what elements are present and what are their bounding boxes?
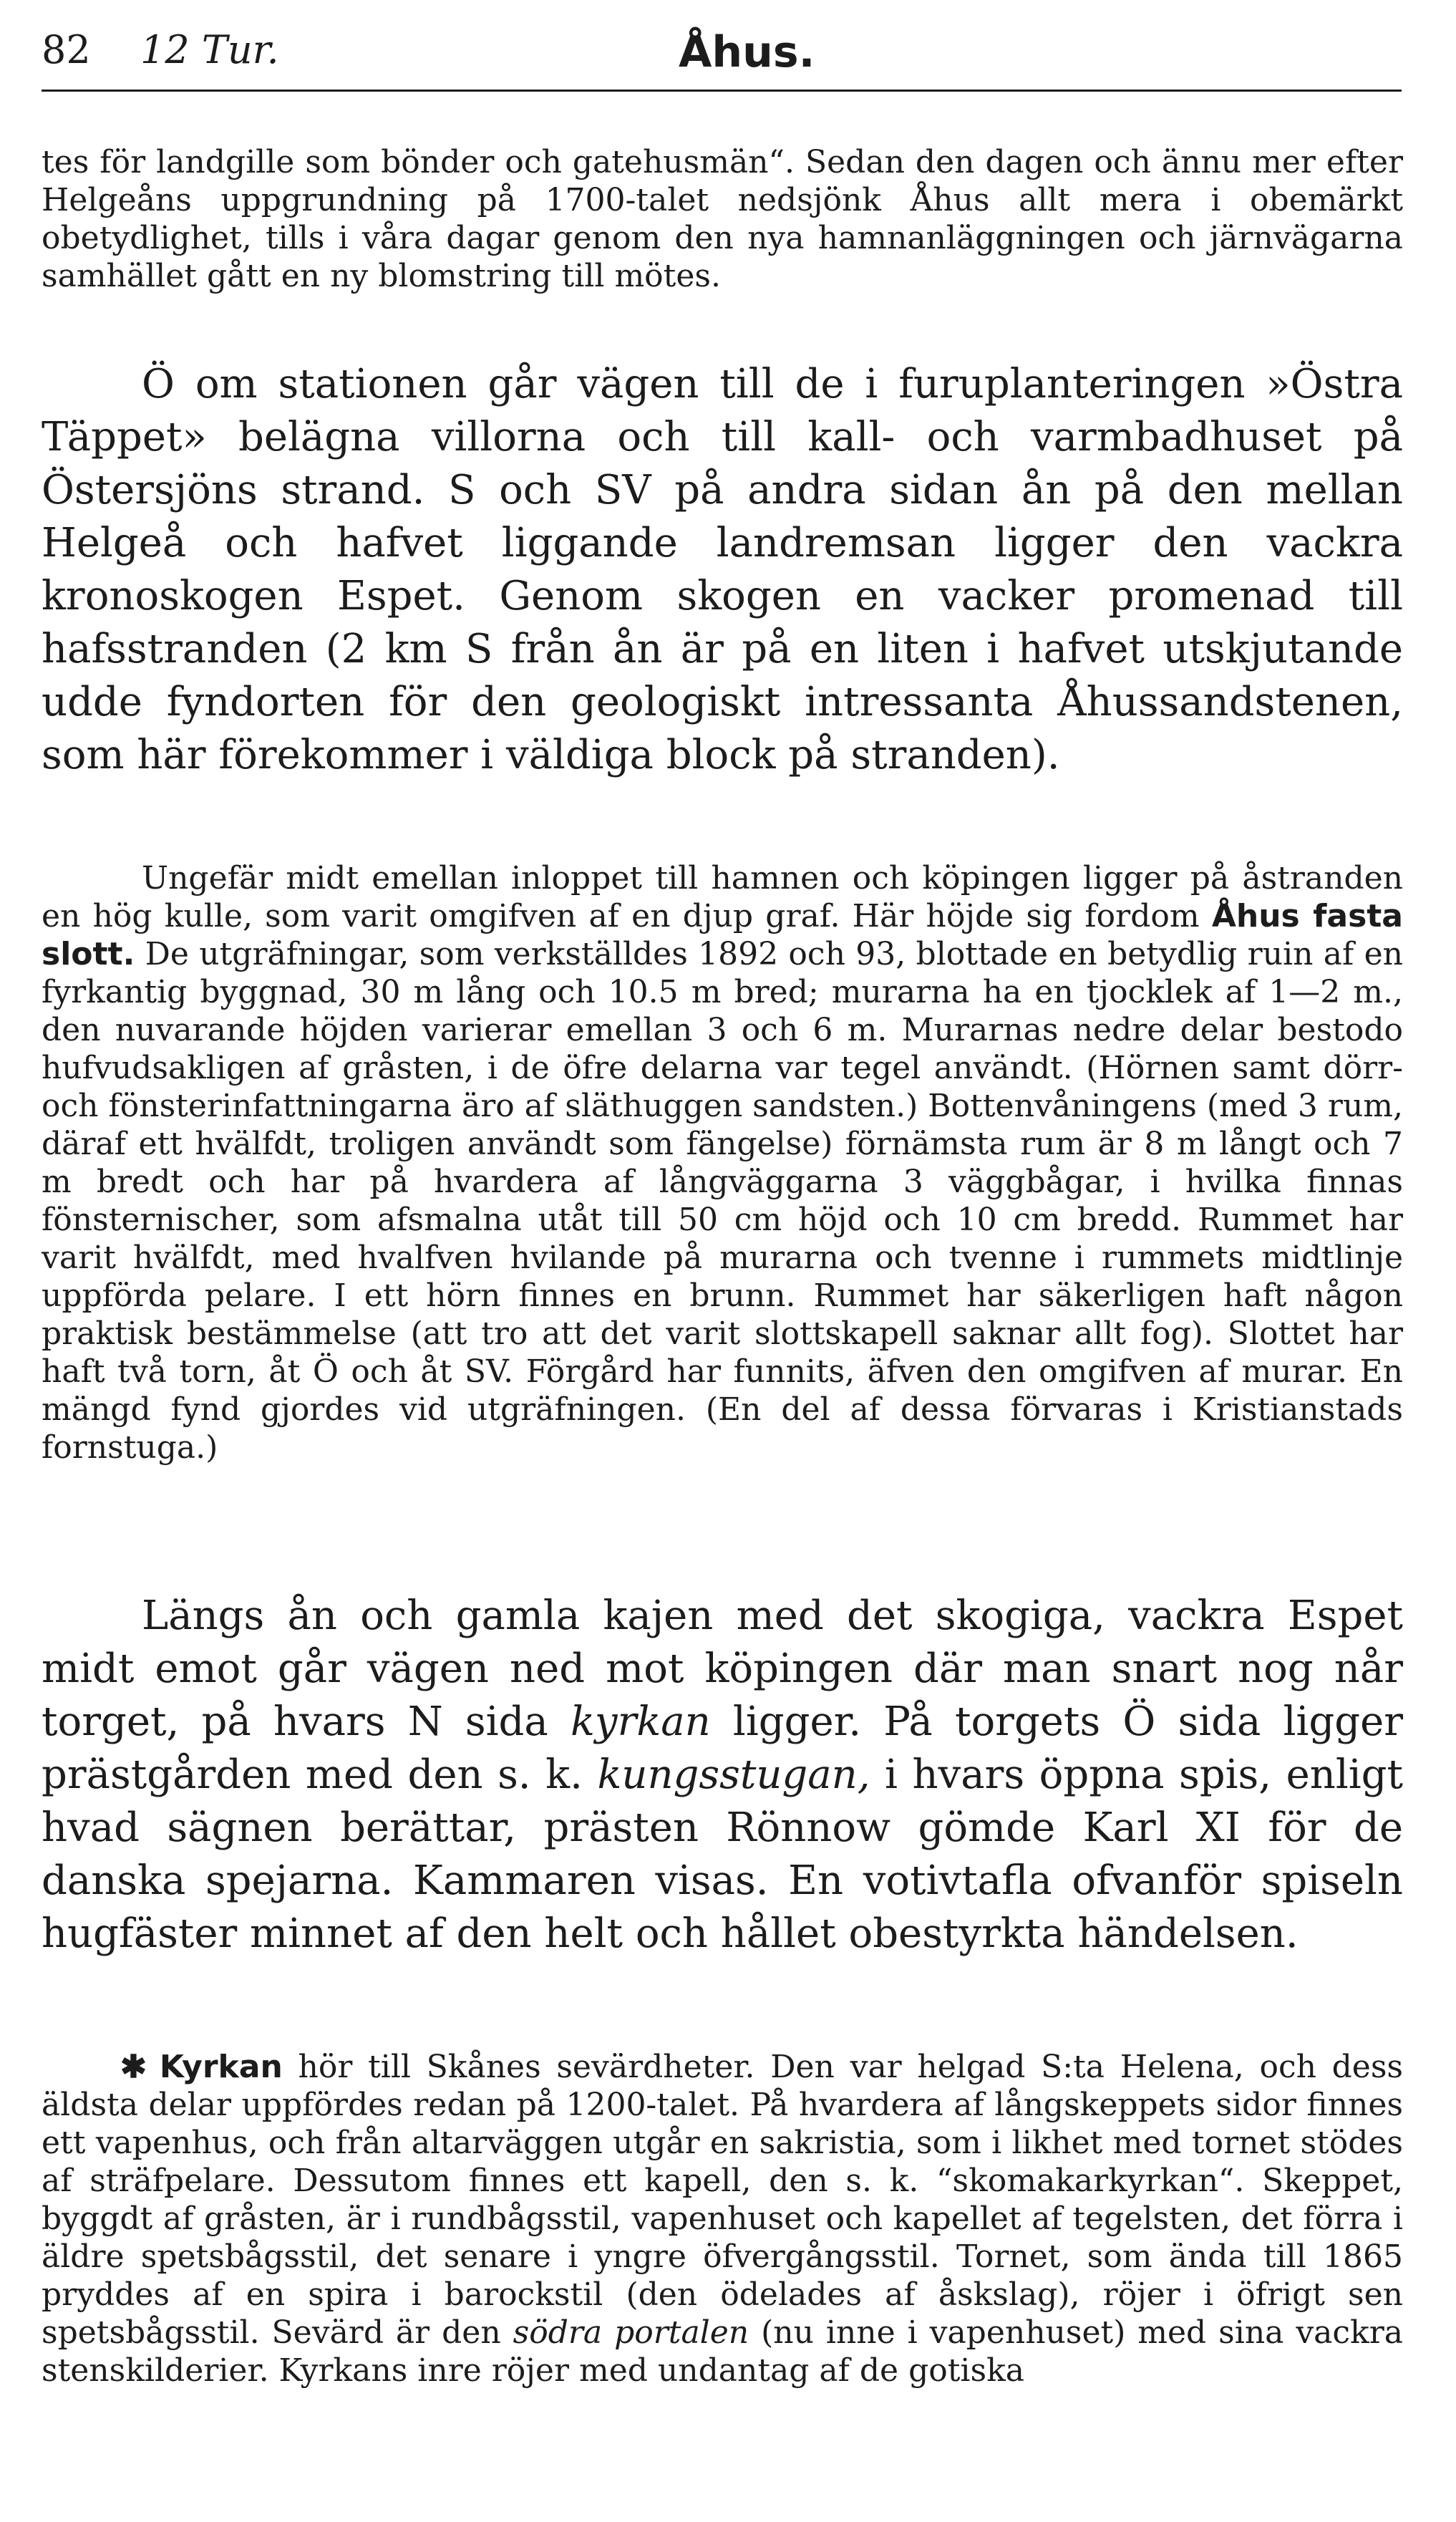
castle-name: Åhus fasta slott. xyxy=(42,898,1403,972)
star-icon: ✱ xyxy=(120,2049,147,2085)
paragraph-church xyxy=(42,2048,1403,2390)
kings-cottage-ref: kungsstugan, xyxy=(597,1752,870,1798)
section-label: 12 Tur. xyxy=(140,27,279,72)
paragraph-square-text-3: i hvars öppna spis, enligt hvad sägnen berättar, prästen Rönnow gömde Karl XI för de danska spejarna. Kammaren visas. En votivtafla ofvanför spiseln hugfäster minnet af den helt och hållet obestyrkta händelsen. xyxy=(42,1752,1403,1957)
paragraph-castle-ruin xyxy=(42,859,1403,1467)
church-ref: kyrkan xyxy=(571,1699,711,1745)
paragraph-square-text-1: Längs ån och gamla kajen med det skogiga, vackra Espet midt emot går vägen ned mot köpingen där man snart nog når torget, på hvars N sida xyxy=(42,1593,1403,1745)
paragraph-eastern-villas-text: Ö om stationen går vägen till de i furuplanteringen »Östra Täppet» belägna villorna och till kall- och varmbadhuset på Östersjöns strand. S och SV på andra sidan ån på den mellan Helgeå och hafvet liggande landremsan ligger den vackra kronoskogen Espet. Genom skogen en vacker promenad till hafsstranden (2 km S från ån är på en liten i hafvet utskjutande udde fyndorten för den geologiskt intressanta Åhussandstenen, som här förekommer i väldiga block på stranden). xyxy=(42,361,1403,778)
paragraph-castle-text-1: Ungefär midt emellan inloppet till hamnen och köpingen ligger på åstranden en hög kulle, som varit omgifven af en djup graf. Här höjde sig fordom xyxy=(42,860,1403,934)
paragraph-castle-text-2: De utgräfningar, som verkställdes 1892 och 93, blottade en betydlig ruin af en fyrkantig byggnad, 30 m lång och 10.5 m bred; murarna ha en tjocklek af 1—2 m., den nuvarande höjden varierar emellan 3 och 6 m. Murarnas nedre delar bestodo hufvudsakligen af gråsten, i de öfre delarna var tegel användt. (Hörnen samt dörr- och fönsterinfattningarna äro af släthuggen sandsten.) Bottenvåningens (med 3 rum, däraf ett hvälfdt, troligen användt som fängelse) förnämsta rum är 8 m långt och 7 m bredt och har på hvardera af långväggarna 3 väggbågar, i hvilka finnas fönsternischer, som afsmalna utåt till 50 cm höjd och 10 cm bredd. Rummet har varit hvälfdt, med hvalfven hvilande på murarna och tvenne i rummets midtlinje uppförda pelare. I ett hörn finnes en brunn. Rummet har säkerligen haft någon praktisk bestämmelse (att tro att det varit slottskapell saknar allt fog). Slottet har haft två torn, åt Ö och åt SV. Förgård har funnits, äfven den omgifven af murar. En mängd fynd gjordes vid utgräfningen. (En del af dessa förvaras i Kristianstads fornstuga.) xyxy=(42,936,1403,1466)
paragraph-history-text: tes för landgille som bönder och gatehusmän“. Sedan den dagen och ännu mer efter Helgeåns uppgrundning på 1700-talet nedsjönk Åhus allt mera i obemärkt obetydlighet, tills i våra dagar genom den nya hamnanläggningen och järnvägarna samhället gått en ny blomstring till mötes. xyxy=(42,144,1403,294)
church-heading: Kyrkan xyxy=(159,2049,283,2085)
page-title: Åhus. xyxy=(679,27,815,77)
header-rule xyxy=(42,90,1402,92)
page-number: 82 xyxy=(42,27,91,72)
page-header xyxy=(42,21,1402,86)
paragraph-town-square xyxy=(42,1590,1403,1961)
paragraph-square-text-2: ligger. På torgets Ö sida ligger prästgården med den s. k. xyxy=(42,1699,1403,1798)
south-portal-ref: södra portalen xyxy=(513,2314,749,2351)
paragraph-church-text-1: hör till Skånes sevärdheter. Den var helgad S:ta Helena, och dess äldsta delar uppfördes redan på 1200-talet. På hvardera af långskeppets sidor finnes ett vapenhus, och från altarväggen utgår en sakristia, som i likhet med tornet stödes af sträfpelare. Dessutom finnes ett kapell, den s. k. “skomakarkyrkan“. Skeppet, byggdt af gråsten, är i rundbågsstil, vapenhuset och kapellet af tegelsten, det förra i äldre spetsbågsstil, det senare i yngre öfvergångsstil. Tornet, som ända till 1865 pryddes af en spira i barockstil (den ödelades af åskslag), röjer i öfrigt sen spetsbågsstil. Sevärd är den xyxy=(42,2049,1403,2351)
paragraph-eastern-villas xyxy=(42,358,1403,782)
paragraph-history xyxy=(42,143,1403,295)
paragraph-church-text-2: (nu inne i vapenhuset) med sina vackra stenskilderier. Kyrkans inre röjer med undantag af de gotiska xyxy=(42,2314,1403,2389)
